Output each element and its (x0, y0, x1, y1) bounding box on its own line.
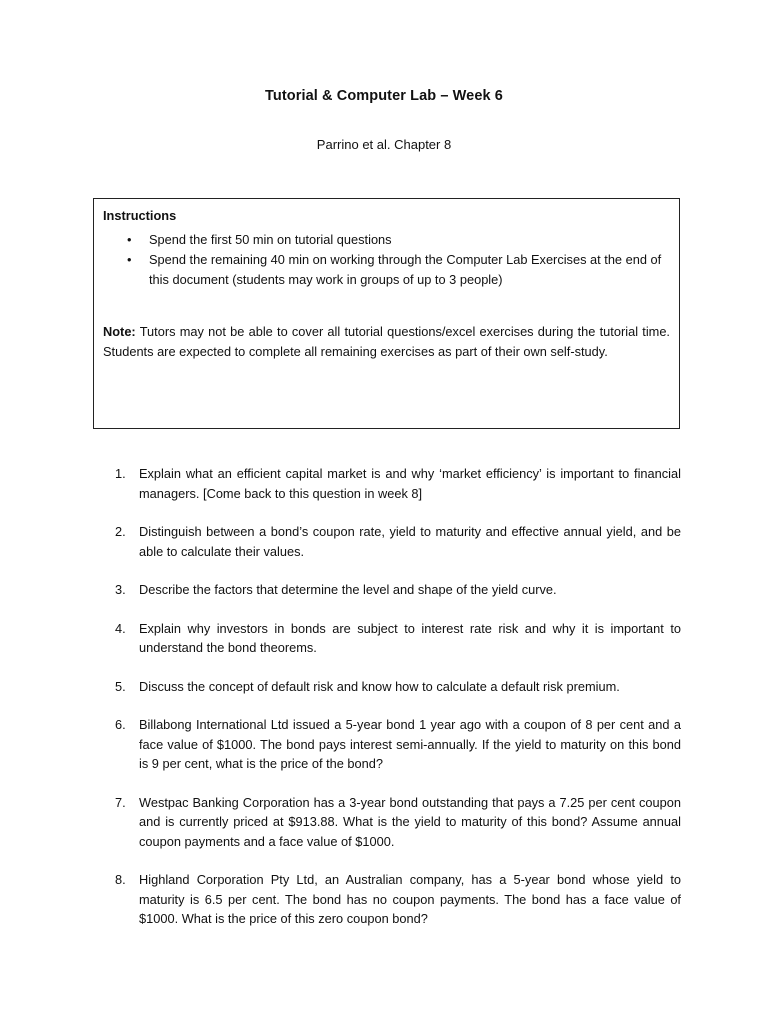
bullet-icon: • (127, 252, 132, 267)
question-text: Discuss the concept of default risk and know how to calculate a default risk premium. (139, 678, 620, 694)
instructions-box (93, 198, 680, 429)
question-number: 3. (115, 582, 126, 597)
question-list (107, 464, 681, 948)
question-text: Explain why investors in bonds are subject to interest rate risk and why it is important to understand the bond theorems. (139, 620, 681, 655)
question-number: 8. (115, 872, 126, 887)
question-item (107, 522, 681, 561)
instruction-bullet-item (103, 250, 670, 290)
note-label: Note: (103, 324, 136, 339)
question-text: Describe the factors that determine the level and shape of the yield curve. (139, 582, 557, 597)
question-item (107, 870, 681, 929)
question-item (107, 715, 681, 774)
question-item (107, 580, 681, 600)
instructions-note (103, 322, 670, 362)
question-text: Billabong International Ltd issued a 5-year bond 1 year ago with a coupon of 8 per cent and a face value of $1000. The bond pays interest semi-annually. If the yield to maturity on this bond is 9 per cent, what is the price of the bond? (139, 717, 681, 771)
bullet-icon: • (127, 232, 132, 247)
page-title: Tutorial & Computer Lab – Week 6 (265, 88, 503, 104)
question-item (107, 677, 681, 697)
page-subtitle: Parrino et al. Chapter 8 (316, 137, 452, 152)
question-number: 6. (115, 717, 126, 732)
question-text: Highland Corporation Pty Ltd, an Australian company, has a 5-year bond whose yield to maturity is 6.5 per cent. The bond has no coupon payments. The bond has a face value of $1000. What is the price of this zero coupon bond? (139, 872, 681, 926)
instruction-bullet-text: Spend the first 50 min on tutorial questions (149, 232, 392, 247)
question-number: 5. (115, 678, 126, 694)
question-number: 7. (115, 794, 126, 810)
instruction-bullet-text: Spend the remaining 40 min on working through the Computer Lab Exercises at the end of this document (students may work in groups of up to 3 people) (149, 252, 662, 287)
question-text: Westpac Banking Corporation has a 3-year bond outstanding that pays a 7.25 per cent coupon and is currently priced at $913.88. What is the yield to maturity of this bond? Assume annual coupon payments and a face value of $1000. (139, 794, 681, 849)
question-number: 2. (115, 524, 126, 539)
question-number: 4. (115, 620, 126, 636)
instruction-bullet-item (103, 230, 670, 250)
note-text: Tutors may not be able to cover all tutorial questions/excel exercises during the tutorial time. Students are expected to complete all remaining exercises as part of their own self-study. (103, 324, 670, 359)
question-item (107, 464, 681, 503)
question-number: 1. (115, 466, 126, 481)
instructions-bullet-list (103, 230, 670, 290)
question-text: Explain what an efficient capital market is and why ‘market efficiency’ is important to financial managers. [Come back to this question in week 8] (139, 466, 681, 501)
instructions-heading: Instructions (103, 208, 177, 223)
question-text: Distinguish between a bond’s coupon rate, yield to maturity and effective annual yield, and be able to calculate their values. (139, 524, 681, 559)
question-item (107, 619, 681, 658)
question-item (107, 793, 681, 852)
